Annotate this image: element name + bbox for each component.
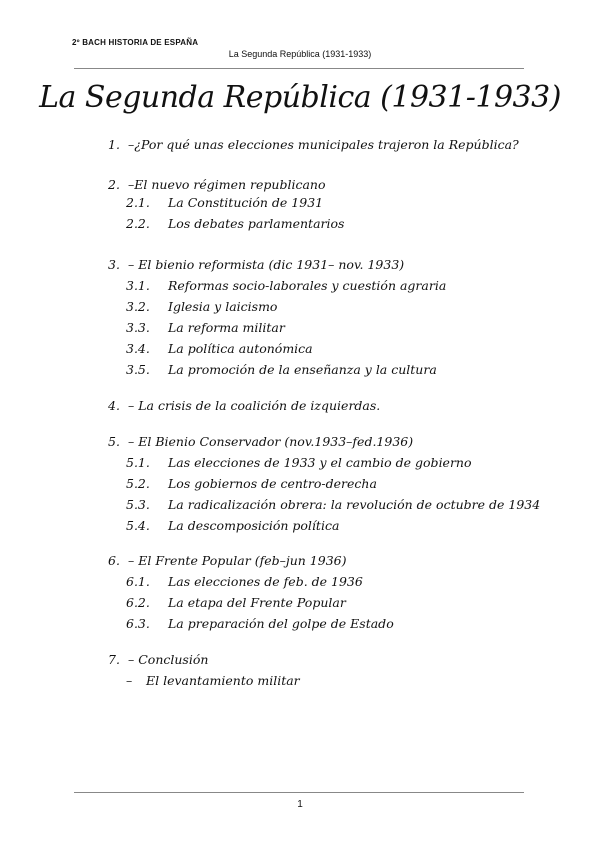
bullet-dash: –	[126, 673, 133, 688]
section-number: 4.	[108, 398, 120, 413]
subsection-number: 2.1.	[126, 195, 150, 210]
subsection-title: La descomposición política	[168, 518, 340, 533]
subsection-title: Los gobiernos de centro-derecha	[168, 476, 377, 491]
subsection-title: Las elecciones de 1933 y el cambio de gobierno	[168, 455, 472, 470]
subsection-title: Reformas socio-laborales y cuestión agraria	[168, 278, 447, 293]
page-title: La Segunda República (1931-1933)	[39, 80, 561, 115]
section-title: – El bienio reformista (dic 1931– nov. 1933)	[128, 257, 405, 272]
subsection-title: La promoción de la enseñanza y la cultura	[168, 362, 437, 377]
subsection-title: La preparación del golpe de Estado	[168, 616, 394, 631]
section-title: –¿Por qué unas elecciones municipales trajeron la República?	[128, 137, 519, 152]
section-title: – Conclusión	[128, 652, 209, 667]
subsection-title: La etapa del Frente Popular	[168, 595, 346, 610]
section-number: 7.	[108, 652, 120, 667]
subsection-number: 6.1.	[126, 574, 150, 589]
page-number: 1	[297, 799, 303, 810]
subsection-title: Los debates parlamentarios	[168, 216, 345, 231]
footer-divider	[74, 792, 524, 793]
subsection-number: 2.2.	[126, 216, 150, 231]
header-divider	[74, 68, 524, 69]
running-title: La Segunda República (1931-1933)	[228, 49, 372, 59]
section-title: – La crisis de la coalición de izquierdas.	[128, 398, 381, 413]
subsection-number: 5.3.	[126, 497, 150, 512]
subsection-number: 3.3.	[126, 320, 150, 335]
subsection-title: Iglesia y laicismo	[168, 299, 278, 314]
section-number: 5.	[108, 434, 120, 449]
section-title: –El nuevo régimen republicano	[128, 177, 326, 192]
section-title: – El Bienio Conservador (nov.1933–fed.1936)	[128, 434, 414, 449]
section-number: 3.	[108, 257, 120, 272]
subsection-title: Las elecciones de feb. de 1936	[168, 574, 363, 589]
section-number: 1.	[108, 137, 120, 152]
subsection-number: 3.4.	[126, 341, 150, 356]
subsection-number: 3.5.	[126, 362, 150, 377]
subsection-number: 5.4.	[126, 518, 150, 533]
course-header: 2º BACH HISTORIA DE ESPAÑA	[72, 38, 199, 47]
subsection-title: La Constitución de 1931	[168, 195, 324, 210]
subsection-title: La reforma militar	[168, 320, 285, 335]
subsection-number: 5.1.	[126, 455, 150, 470]
section-number: 6.	[108, 553, 120, 568]
subsection-title: La política autonómica	[168, 341, 313, 356]
subsection-number: 6.3.	[126, 616, 150, 631]
subsection-number: 3.1.	[126, 278, 150, 293]
conclusion-item-text: El levantamiento militar	[146, 673, 300, 688]
subsection-number: 3.2.	[126, 299, 150, 314]
subsection-title: La radicalización obrera: la revolución de octubre de 1934	[168, 497, 541, 512]
section-title: – El Frente Popular (feb–jun 1936)	[128, 553, 347, 568]
section-number: 2.	[108, 177, 120, 192]
subsection-number: 5.2.	[126, 476, 150, 491]
subsection-number: 6.2.	[126, 595, 150, 610]
